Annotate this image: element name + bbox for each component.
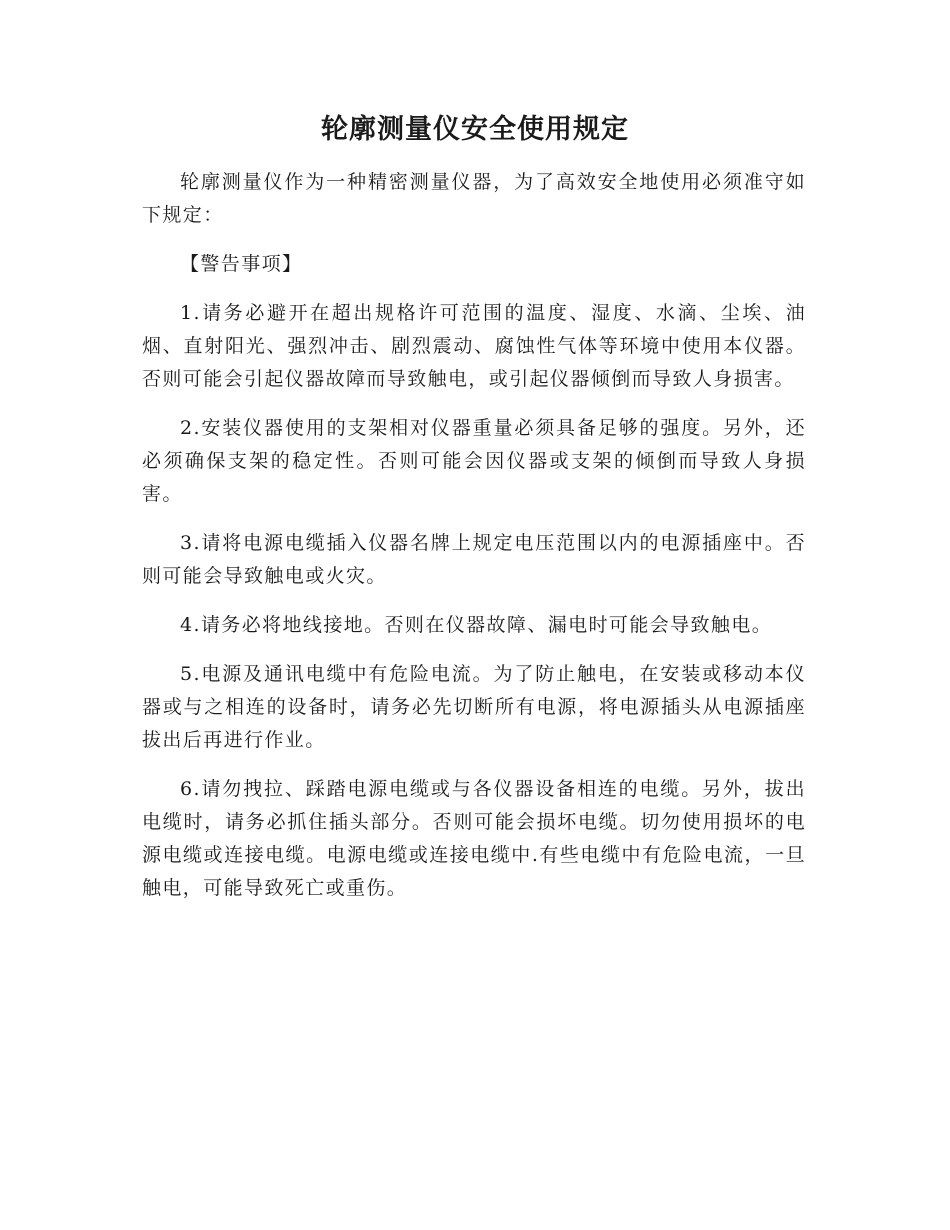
- warning-item-1: 1.请务必避开在超出规格许可范围的温度、湿度、水滴、尘埃、油烟、直射阳光、强烈冲击、剧烈震动、腐蚀性气体等环境中使用本仪器。否则可能会引起仪器故障而导致触电，或引起仪器倾倒而导致人身损害。: [142, 302, 806, 390]
- warning-item-6: 6.请勿拽拉、踩踏电源电缆或与各仪器设备相连的电缆。另外，拔出电缆时，请务必抓住插头部分。否则可能会损坏电缆。切勿使用损坏的电源电缆或连接电缆。电源电缆或连接电缆中.有些电缆中有危险电流，一旦触电，可能导致死亡或重伤。: [142, 778, 806, 899]
- warning-item-4: 4.请务必将地线接地。否则在仪器故障、漏电时可能会导致触电。: [180, 614, 773, 636]
- document-title: 轮廓测量仪安全使用规定: [321, 114, 629, 145]
- intro-paragraph: 轮廓测量仪作为一种精密测量仪器，为了高效安全地使用必须准守如下规定：: [142, 171, 806, 226]
- warning-item-5: 5.电源及通讯电缆中有危险电流。为了防止触电，在安装或移动本仪器或与之相连的设备时，请务必先切断所有电源，将电源插头从电源插座拔出后再进行作业。: [142, 663, 806, 751]
- warning-item-3: 3.请将电源电缆插入仪器名牌上规定电压范围以内的电源插座中。否则可能会导致触电或火灾。: [142, 532, 806, 587]
- warning-item-2: 2.安装仪器使用的支架相对仪器重量必须具备足够的强度。另外，还必须确保支架的稳定性。否则可能会因仪器或支架的倾倒而导致人身损害。: [142, 417, 806, 505]
- section-heading: 【警告事项】: [180, 253, 303, 275]
- document-body: [142, 166, 806, 921]
